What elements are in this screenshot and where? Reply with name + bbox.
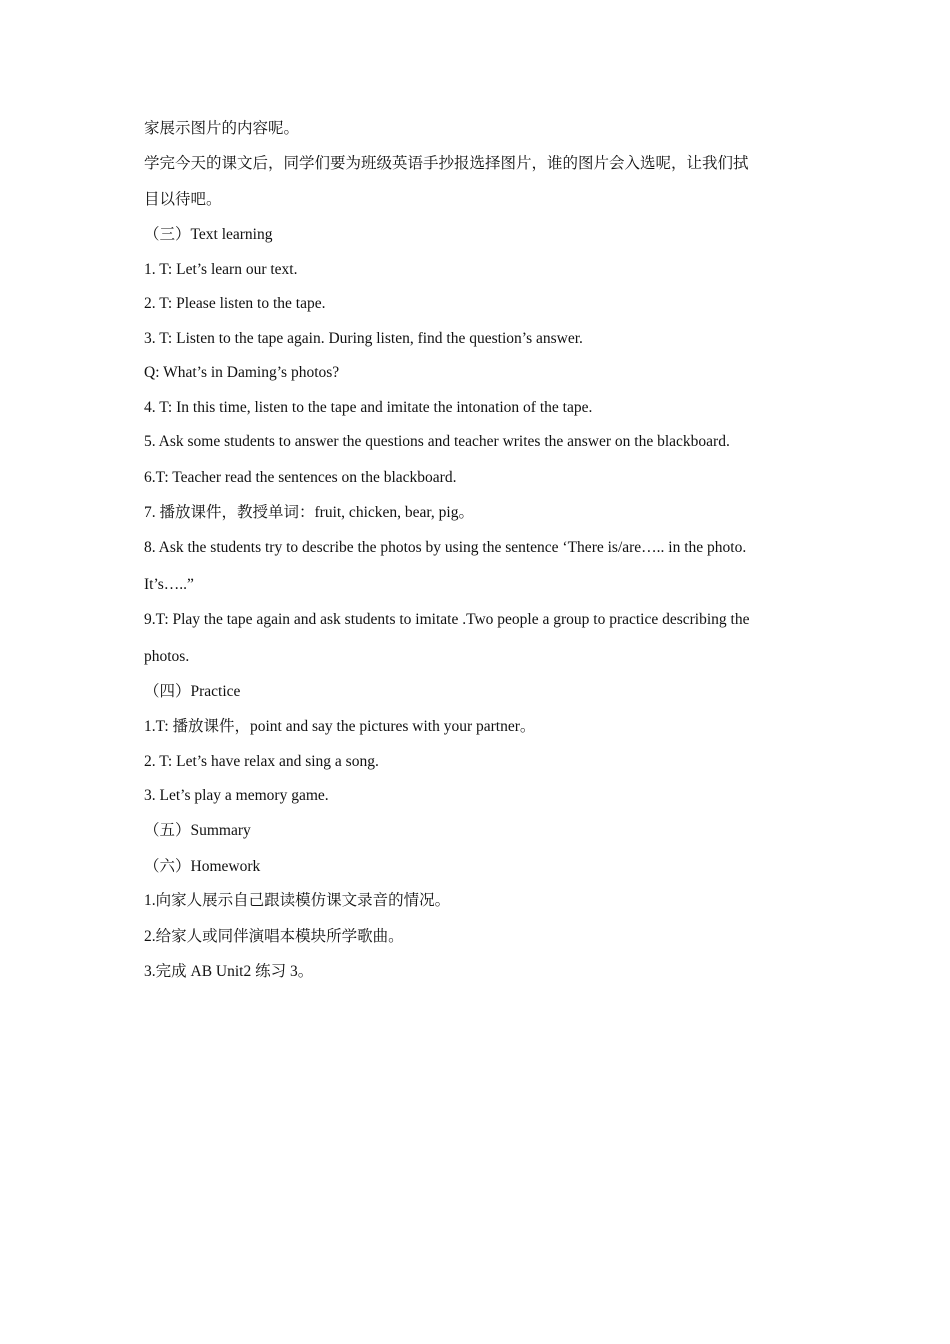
text-line: 3. T: Listen to the tape again. During listen, find the question’s answer. (144, 330, 583, 347)
text-line: 2. T: Please listen to the tape. (144, 295, 326, 312)
text-line: 2. T: Let’s have relax and sing a song. (144, 753, 379, 770)
text-line: It’s…..” (144, 576, 194, 593)
text-line: 目以待吧。 (144, 191, 222, 208)
text-line: Q: What’s in Daming’s photos? (144, 364, 340, 381)
text-line: 9.T: Play the tape again and ask students to imitate .Two people a group to practice describing the (144, 611, 750, 628)
text-line: 4. T: In this time, listen to the tape and imitate the intonation of the tape. (144, 399, 593, 416)
text-line: 2.给家人或同伴演唱本模块所学歌曲。 (144, 928, 404, 945)
text-line: 8. Ask the students try to describe the photos by using the sentence ‘There is/are….. in the photo. (144, 539, 747, 556)
text-line: photos. (144, 648, 190, 665)
section-heading-summary: （五）Summary (144, 822, 251, 839)
text-line: 3.完成 AB Unit2 练习 3。 (144, 963, 314, 980)
text-line: 1.T: 播放课件，point and say the pictures with your partner。 (144, 718, 536, 735)
section-heading-text-learning: （三）Text learning (144, 226, 273, 243)
text-line: 学完今天的课文后，同学们要为班级英语手抄报选择图片，谁的图片会入选呢，让我们拭 (144, 155, 749, 172)
text-line: 家展示图片的内容呢。 (144, 120, 300, 137)
text-line: 6.T: Teacher read the sentences on the blackboard. (144, 469, 457, 486)
text-line: 1. T: Let’s learn our text. (144, 261, 298, 278)
text-line: 1.向家人展示自己跟读模仿课文录音的情况。 (144, 892, 451, 909)
text-line: 3. Let’s play a memory game. (144, 787, 329, 804)
section-heading-practice: （四）Practice (144, 683, 241, 700)
text-line: 5. Ask some students to answer the questions and teacher writes the answer on the blackboard. (144, 433, 730, 450)
section-heading-homework: （六）Homework (144, 858, 261, 875)
text-line: 7. 播放课件，教授单词：fruit, chicken, bear, pig。 (144, 504, 474, 521)
